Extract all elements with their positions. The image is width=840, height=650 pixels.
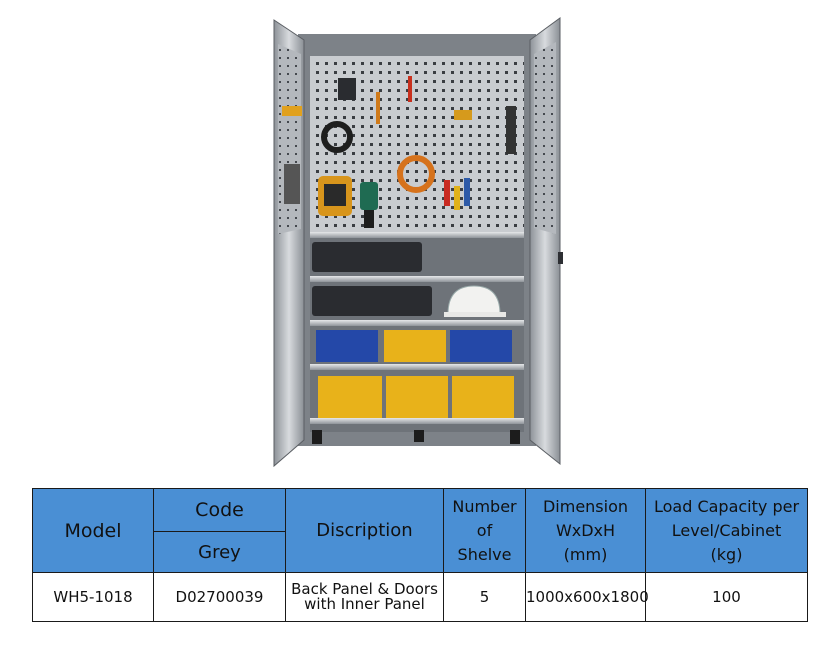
header-load-line2: Level/Cabinet <box>671 520 782 540</box>
cabinet-illustration <box>268 14 578 470</box>
header-shelves-line1: Number <box>452 496 517 516</box>
table-row <box>33 573 808 622</box>
cell-load: 100 <box>646 573 808 622</box>
header-code: Code <box>154 489 286 532</box>
header-shelves-line2: of <box>476 520 493 540</box>
cabinet-photo <box>268 14 578 470</box>
cell-dimension: 1000x600x1800 <box>526 573 646 622</box>
cell-description-line1: Back Panel & Doors <box>291 580 438 598</box>
spec-table <box>32 488 808 622</box>
header-dimension <box>526 489 646 573</box>
header-dimension-line1: Dimension <box>542 496 629 516</box>
cell-model: WH5-1018 <box>33 573 154 622</box>
header-load-capacity <box>646 489 808 573</box>
cell-description <box>286 573 444 622</box>
header-dimension-line2: WxDxH <box>555 520 616 540</box>
header-shelves-line3: Shelve <box>457 544 512 564</box>
header-number-of-shelves <box>444 489 526 573</box>
cell-code-grey: D02700039 <box>154 573 286 622</box>
header-load-line1: Load Capacity per <box>653 496 800 516</box>
header-load-line3: (kg) <box>710 544 743 564</box>
header-model: Model <box>33 489 154 573</box>
cell-shelves: 5 <box>444 573 526 622</box>
header-dimension-line3: (mm) <box>563 544 608 564</box>
header-description: Discription <box>286 489 444 573</box>
cell-description-line2: with Inner Panel <box>304 595 425 613</box>
header-grey: Grey <box>154 532 286 573</box>
